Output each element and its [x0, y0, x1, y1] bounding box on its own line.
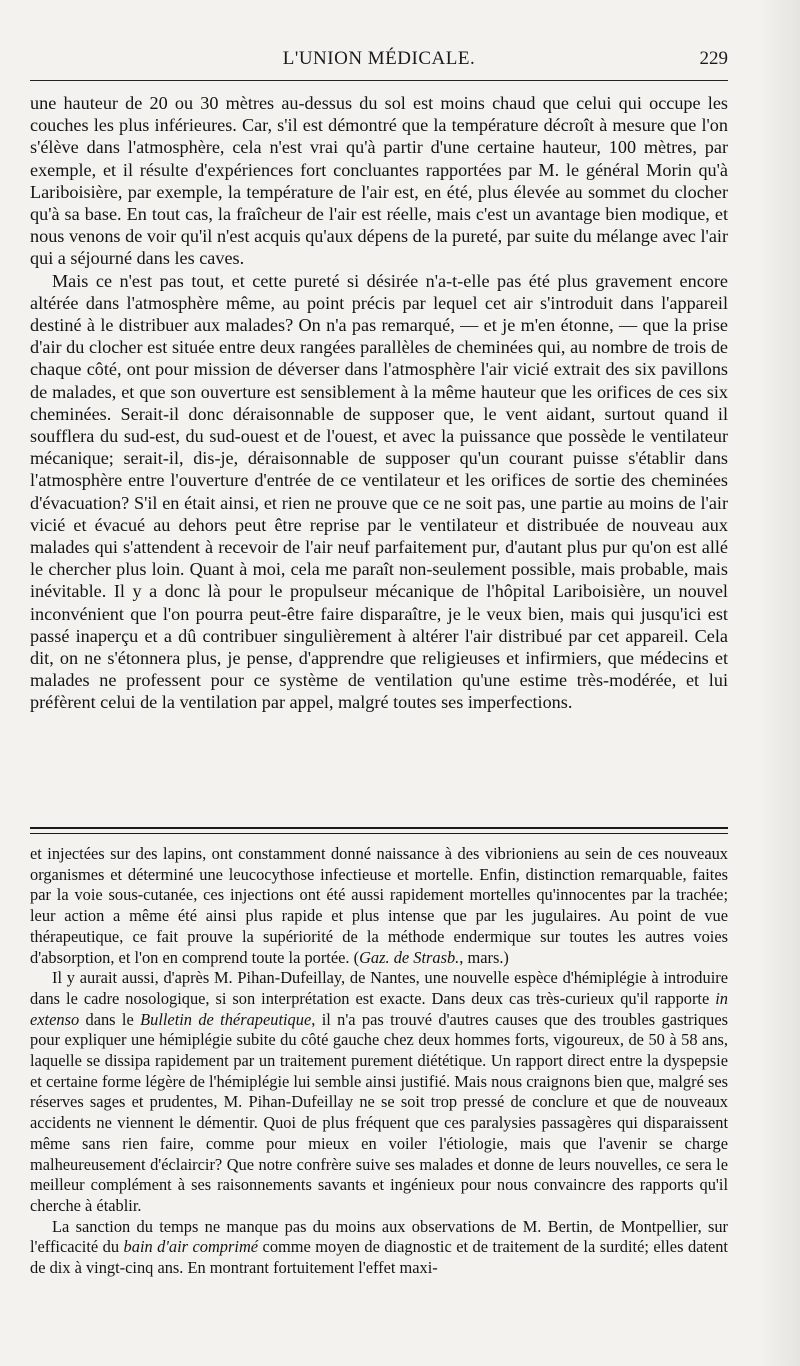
paragraph-text: Il y aurait aussi, d'après M. Pihan-Dufeillay, de Nantes, une nouvelle espèce d'hémiplégie à introduire dans le cadre nosologique, si son interprétation est exacte. Dans deux cas très-curieux qu'il rapporte — [30, 968, 728, 1008]
paragraph: une hauteur de 20 ou 30 mètres au-dessus du sol est moins chaud que celui qui occupe les couches les plus inférieures. Car, s'il est démontré que la température décroît à mesure que l'on s'élève dans l'atmosphère, cela n'est vrai qu'à partir d'une certaine hauteur, 100 mètres, par exemple, et il résulte d'expériences fort concluantes rapportées par M. le général Morin qu'à Lariboisière, par exemple, la température de l'air est, en été, plus élevée au sommet du clocher qu'à sa base. En tout cas, la fraîcheur de l'air est réelle, mais c'est un avantage bien modique, et nous venons de voir qu'il n'est acquis qu'aux dépens de la pureté, par suite du mélange avec l'air qui a séjourné dans les caves. — [30, 93, 728, 269]
citation-source: Gaz. de Strasb. — [359, 947, 460, 967]
paragraph — [30, 844, 728, 968]
paragraph-text: comme moyen de diagnostic et de traitement de la surdité; elles datent de dix à vingt-cinq ans. En montrant fortuitement l'effet maxi- — [30, 1237, 728, 1278]
paragraph: Mais ce n'est pas tout, et cette pureté si désirée n'a-t-elle pas été plus gravement encore altérée dans l'atmosphère même, au point précis par lequel cet air s'introduit dans l'appareil destiné à le distribuer aux malades? On n'a pas remarqué, — et je m'en étonne, — que la prise d'air du clocher est située entre deux rangées parallèles de cheminées qui, au nombre de trois de chaque côté, ont pour mission de déverser dans l'atmosphère l'air vicié extrait des six pavillons de malades, et que son ouverture est sensiblement à la même hauteur que les orifices de ces six cheminées. Serait-il donc déraisonnable de supposer que, le vent aidant, surtout quand il soufflera du sud-est, du sud-ouest et de l'ouest, et avec la puissance que possède le ventilateur mécanique; serait-il, dis-je, déraisonnable de supposer qu'un courant puisse s'établir dans l'atmosphère entre l'ouverture d'entrée de ce ventilateur et les orifices de sortie des cheminées d'évacuation? S'il en était ainsi, et rien ne prouve que ce ne soit pas, une partie au moins de l'air vicié et évacué au dehors peut être reprise par le ventilateur et distribuée de nouveau aux malades qui s'attendent à recevoir de l'air neuf parfaitement pur, d'autant plus pur qu'on est allé le chercher plus loin. Quant à moi, cela me paraît non-seulement possible, mais probable, mais inévitable. Il y a donc là pour le propulseur mécanique de l'hôpital Lariboisière, un nouvel inconvénient que l'on pourra peut-être faire disparaître, je le veux bien, mais qui jusqu'ici est passé inaperçu et a dû contribuer singulièrement à altérer l'air distribué par cet appareil. Cela dit, on ne s'étonnera plus, je pense, d'apprendre que religieuses et infirmiers, que médecins et malades ne professent pour ce système de ventilation qu'une estime très-modérée, et lui préfèrent celui de la ventilation par appel, malgré toutes ses imperfections. — [30, 270, 728, 713]
journal-title: L'UNION MÉDICALE. — [282, 48, 476, 69]
citation-date: , mars.) — [459, 947, 509, 967]
italic-phrase: bain d'air comprimé — [123, 1237, 259, 1257]
paragraph — [30, 968, 728, 1216]
paragraph-text: La sanction du temps ne manque pas du moins aux observations de M. Bertin, de Montpellier, sur l'efficacité du — [30, 1216, 728, 1257]
paragraph-text: , il n'a pas trouvé d'autres causes que des troubles gastriques pour expliquer une hémiplégie subite du côté gauche chez deux hommes forts, vigoureux, de 50 à 58 ans, laquelle se dissipa rapidement par un traitement purement diététique. Un rapport direct entre la dyspepsie et certaine forme légère de l'hémiplégie lui semble ainsi justifié. Mais nous craignons bien que, malgré ses réserves sages et prudentes, M. Pihan-Dufeillay ne se soit trop pressé de conclure et que de nouveaux accidents ne viennent le démentir. Quoi de plus fréquent que ces paralysies passagères qui disparaissent même sans rien faire, comme pour mieux en voiler l'étiologie, mais que l'avenir se charge malheureusement d'éclaircir? Que notre confrère suive ses malades et donne de leurs nouvelles, ce sera le meilleur complément à ses raisonnements savants et ingénieux pour nous convaincre des rapports qu'il cherche à établir. — [30, 1009, 728, 1215]
article-body-lower — [30, 844, 728, 1279]
section-divider-thin — [30, 833, 728, 834]
section-divider-thick — [30, 827, 728, 829]
paragraph-text: et injectées sur des lapins, ont constamment donné naissance à des vibrioniens au sein de ces nouveaux organismes et déterminé une leucocythose infectieuse et mortelle. Enfin, distinction remarquable, faites par la voie sous-cutanée, ces injections ont été aussi rapidement mortelles qu'innocentes par la trachée; leur action a même été ainsi plus rapide et plus intense que par les jugulaires. Au point de vue thérapeutique, ce fait prouve la supériorité de la méthode endermique sur toutes les autres voies d'absorption, et l'on en comprend toute la portée. — [30, 844, 728, 967]
italic-phrase: in extenso — [30, 988, 728, 1029]
paragraph-text: dans le — [79, 1009, 141, 1029]
running-header — [30, 46, 728, 74]
article-body-upper — [30, 92, 728, 714]
journal-reference: Bulletin de thérapeutique — [140, 1009, 312, 1029]
scan-edge-shadow — [760, 0, 800, 1366]
header-rule — [30, 80, 728, 81]
page-number: 229 — [699, 48, 728, 69]
citation-open: ( — [353, 947, 360, 967]
paragraph — [30, 1217, 728, 1279]
